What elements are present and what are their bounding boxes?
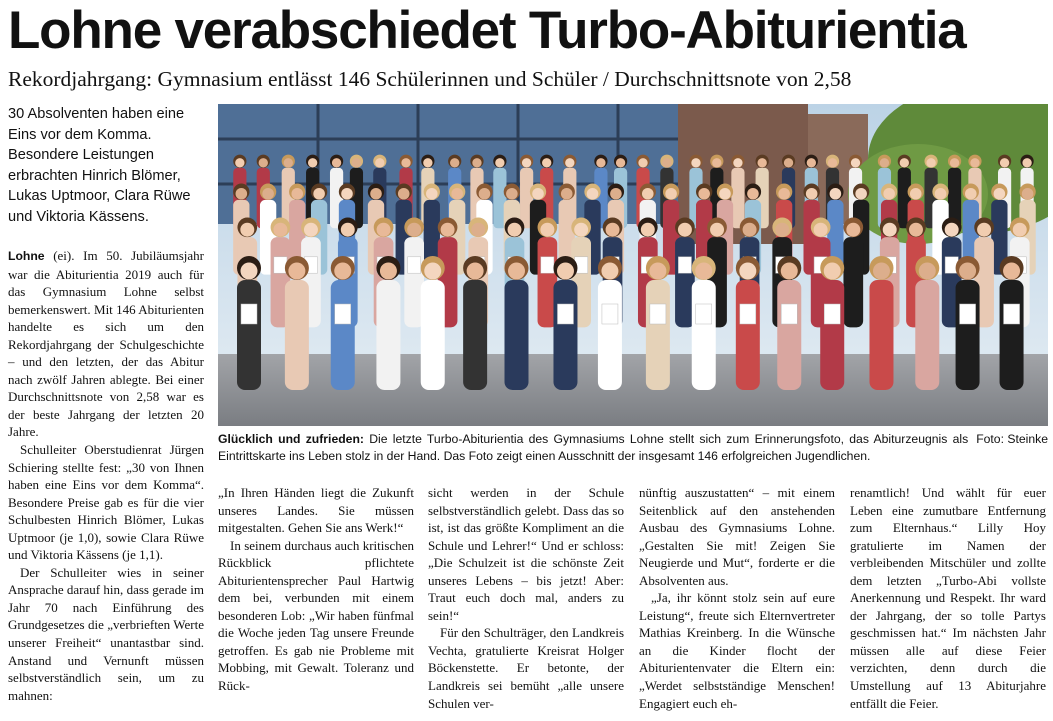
- group-photo: [218, 104, 1048, 426]
- column-1: [8, 247, 204, 704]
- column-2: [218, 484, 414, 695]
- teaser-text: 30 Absolventen haben eine Eins vor dem Komma. Besondere Leistungen erbrachten Hinrich Blömer, Lukas Uptmoor, Clara Rüwe und Viktoria Kässens.: [8, 106, 191, 225]
- paragraph: Schulleiter Oberstudienrat Jürgen Schiering stellte fest: „30 von Ihnen haben eine Eins vor dem Komma“. Besondere Preise gab es für die vier Schulbesten Hinrich Blömer, Lukas Uptmoor (je 1,0), sowie Clara Rüwe und Viktoria Kässens (je 1,1).: [8, 442, 204, 563]
- column-4: [639, 484, 835, 712]
- lead-paragraph: [8, 247, 204, 441]
- paragraph: Der Schulleiter wies in seiner Ansprache darauf hin, dass gerade im Jahr 70 nach Einführung des Grundgesetzes die „verbrieften Werte unserer Freiheit“ unantastbar sind. Anstand und Vernunft müssen selbstverständlich sein, um zu mahnen:: [8, 564, 204, 703]
- teaser: [8, 104, 204, 228]
- subheadline: Rekordjahrgang: Gymnasium entlässt 146 Schülerinnen und Schüler / Durchschnittsnote von 2,58: [8, 67, 852, 91]
- caption-lead: Glücklich und zufrieden:: [218, 432, 364, 446]
- paragraph: sicht werden in der Schule selbstverständlich gelebt. Dass das so ist, ist das größte Kompliment an die Schule und Lehrer!“ Und er schloss: „Die Schulzeit ist die schönste Zeit unseres Lebens – bis jetzt! Aber: Traut euch doch mal, anders zu sein!“: [428, 485, 624, 623]
- dateline: Lohne: [8, 249, 45, 263]
- paragraph: „In Ihren Händen liegt die Zukunft unseres Landes. Sie müssen mitgestalten. Gehen Sie ans Werk!“: [218, 485, 414, 536]
- paragraph: renamtlich! Und wählt für euer Leben eine zumutbare Entfernung zum Elternhaus.“ Lilly Hoy gratulierte im Namen der verbleibenden Mitschüler und zollte dem letzten „Turbo-Abi vollste Anerkennung und Respekt. Ihr ward der Jahrgang, der so tolle Partys geschmissen hat.“ Im nächsten Jahr müssen alle auf diese Feier verzichten, denn durch die Umstellung auf 13 Abiturjahre entfällt die Feier.: [850, 485, 1046, 711]
- headline: Lohne verabschiedet Turbo-Abiturientia: [8, 1, 966, 60]
- paragraph: Für den Schulträger, den Landkreis Vechta, gratulierte Kreisrat Holger Böckenstette. Er betonte, der Landkreis sei bemüht „alle unsere Schulen ver-: [428, 625, 624, 711]
- paragraph: „Ja, ihr könnt stolz sein auf eure Leistung“, freute sich Elternvertreter Mathias Kreinberg. In die Wünsche an die Kinder flocht der Abiturientenvater die Eltern ein: „Werdet selbstständige Menschen! Engagiert euch eh-: [639, 590, 835, 711]
- photo-caption: [218, 431, 1048, 465]
- column-3: [428, 484, 624, 712]
- paragraph: In seinem durchaus auch kritischen Rückblick pflichtete Abiturientensprecher Paul Hartwig dem bei, verbunden mit einem besonderen Lob: „Wir haben fünfmal die Woche jeden Tag unsere Freunde getroffen. Es gab nie Probleme mit Mobbing, mit Gewalt. Toleranz und Rück-: [218, 537, 414, 694]
- photo-credit: Foto: Steinke: [976, 432, 1048, 446]
- caption-text: Die letzte Turbo-Abiturientia des Gymnasiums Lohne stellt sich zum Erinnerungsfoto, das Abiturzeugnis als Eintrittskarte ins Leben stolz in der Hand. Das Foto zeigt einen Ausschnitt der insgesamt 146 erfolgreichen Jugendlichen.: [218, 432, 969, 463]
- column-5: [850, 484, 1046, 712]
- paragraph: nünftig auszustatten“ – mit einem Seitenblick auf den anstehenden Ausbau des Gymnasiums Lohne. „Gestalten Sie mit! Zeigen Sie Neugierde und Mut“, forderte er die Absolventen aus.: [639, 485, 835, 588]
- lead-text: (ei). Im 50. Jubiläumsjahr war die Abiturientia 2019 auch für das Gymnasium Lohne selbst bemerkenswert. Mit 146 Abiturienten handelte es sich um den Rekordjahrgang der Schulgeschichte – und den letzten, der das Abitur nach zwölf Jahren ablegte. Bei einer Durchschnittsnote von 2,58 war es der beste Jahrgang der letzten 20 Jahre.: [8, 248, 205, 440]
- photo-illustration: [218, 104, 1048, 426]
